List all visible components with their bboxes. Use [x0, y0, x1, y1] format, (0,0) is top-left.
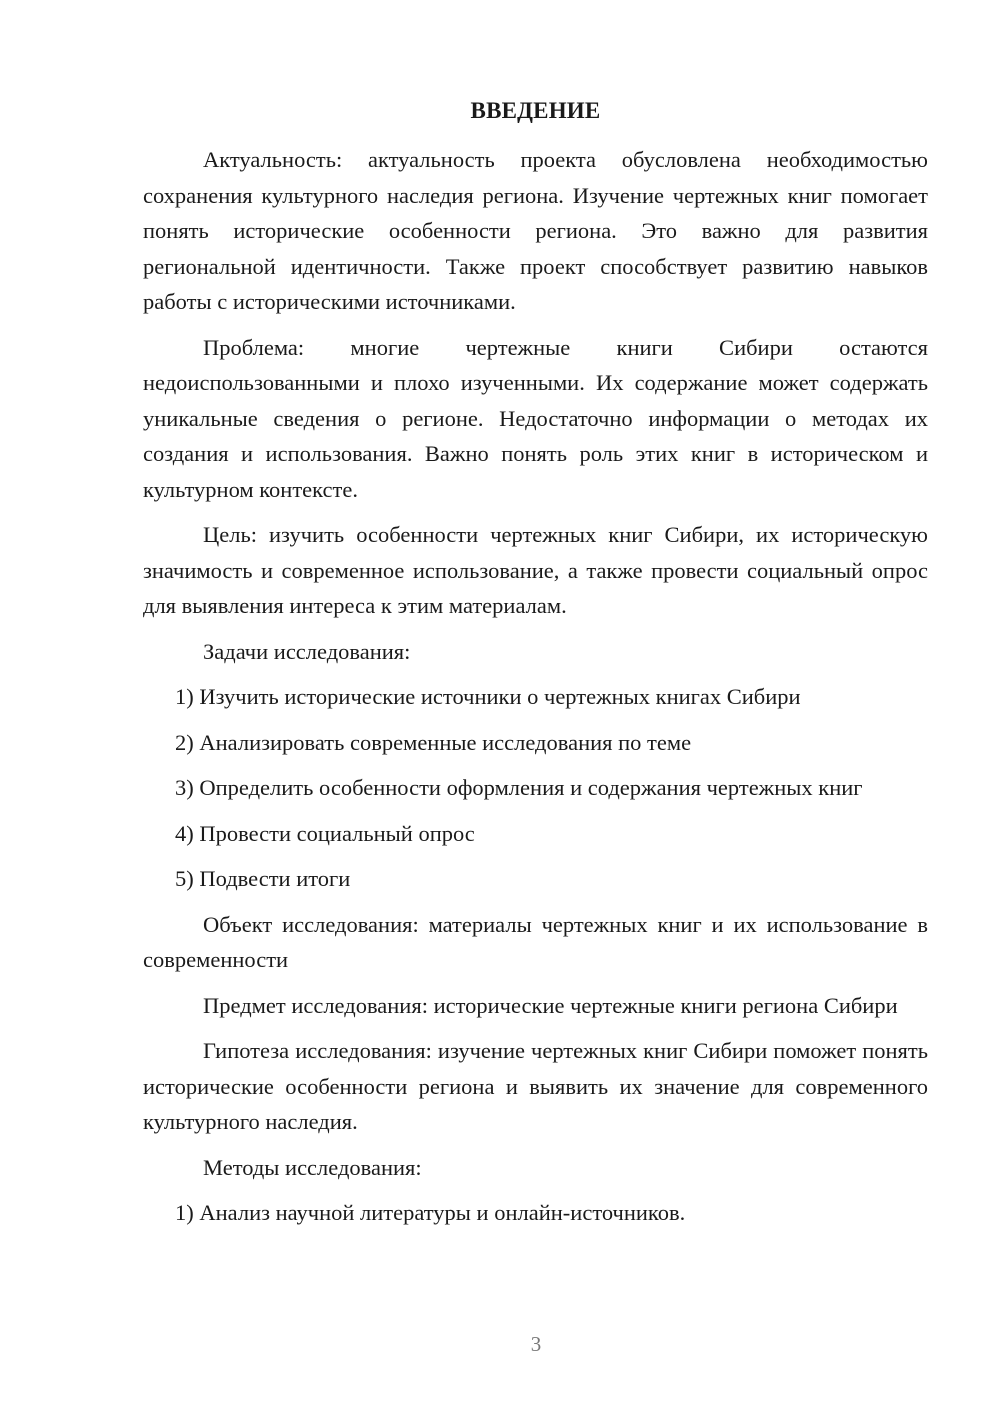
method-item-1: 1) Анализ научной литературы и онлайн-источников.: [175, 1200, 686, 1225]
paragraph-goal: Цель: изучить особенности чертежных книг Сибири, их историческую значимость и современное использование, а также провести социальный опрос для выявления интереса к этим материалам.: [143, 522, 928, 618]
tasks-heading: Задачи исследования:: [203, 638, 411, 664]
task-item-1: 1) Изучить исторические источники о чертежных книгах Сибири: [175, 684, 801, 709]
task-item-3: 3) Определить особенности оформления и содержания чертежных книг: [175, 775, 863, 800]
task-item-4: 4) Провести социальный опрос: [175, 820, 475, 846]
paragraph-relevance: Актуальность: актуальность проекта обусловлена необходимостью сохранения культурного наследия региона. Изучение чертежных книг помогает понять исторические особенности региона. Это важно для развития региональной идентичности. Также проект способствует развитию навыков работы с историческими источниками.: [143, 147, 928, 314]
page-number: 3: [530, 1332, 542, 1356]
methods-heading: Методы исследования:: [203, 1154, 422, 1180]
task-item-5: 5) Подвести итоги: [175, 866, 351, 891]
body-text: [143, 142, 928, 1241]
section-heading: ВВЕДЕНИЕ: [470, 98, 601, 123]
paragraph-problem: Проблема: многие чертежные книги Сибири остаются недоиспользованными и плохо изученными. Их содержание может содержать уникальные сведения о регионе. Недостаточно информации о методах их создания и использования. Важно понять роль этих книг в историческом и культурном контексте.: [143, 334, 928, 502]
task-item-2: 2) Анализировать современные исследования по теме: [175, 729, 692, 755]
paragraph-subject: Предмет исследования: исторические чертежные книги региона Сибири: [203, 992, 898, 1018]
paragraph-object: Объект исследования: материалы чертежных книг и их использование в современности: [143, 911, 928, 972]
paragraph-hypothesis: Гипотеза исследования: изучение чертежных книг Сибири поможет понять исторические особенности региона и выявить их значение для современного культурного наследия.: [143, 1038, 928, 1134]
